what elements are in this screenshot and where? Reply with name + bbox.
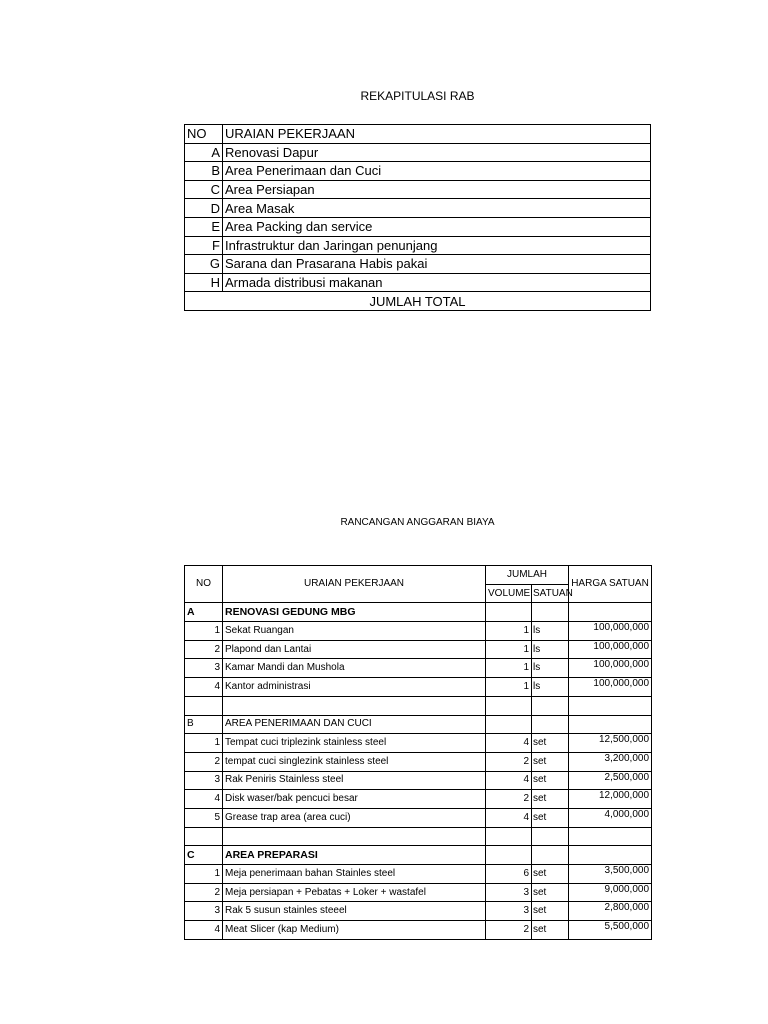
rekap-no: D — [185, 199, 223, 218]
empty-cell — [486, 827, 532, 846]
section-code: A — [185, 603, 223, 622]
rab-header-uraian: URAIAN PEKERJAAN — [223, 566, 486, 603]
item-volume: 2 — [486, 752, 532, 771]
empty-cell — [569, 846, 652, 865]
item-volume: 4 — [486, 734, 532, 753]
item-harga: 100,000,000 — [569, 622, 652, 641]
empty-row — [185, 827, 652, 846]
empty-cell — [532, 827, 569, 846]
item-harga: 12,000,000 — [569, 790, 652, 809]
section-name: RENOVASI GEDUNG MBG — [223, 603, 486, 622]
item-volume: 1 — [486, 640, 532, 659]
item-volume: 1 — [486, 659, 532, 678]
item-uraian: Sekat Ruangan — [223, 622, 486, 641]
table-row — [185, 734, 652, 753]
item-uraian: Grease trap area (area cuci) — [223, 808, 486, 827]
item-no: 2 — [185, 883, 223, 902]
section-row — [185, 715, 652, 734]
table-row — [185, 752, 652, 771]
section-row — [185, 846, 652, 865]
rekap-uraian: Area Persiapan — [223, 180, 651, 199]
item-satuan: set — [532, 752, 569, 771]
table-row — [185, 255, 651, 274]
table-row — [185, 180, 651, 199]
table-row — [185, 143, 651, 162]
item-harga: 100,000,000 — [569, 678, 652, 697]
empty-cell — [486, 603, 532, 622]
table-row — [185, 640, 652, 659]
empty-cell — [569, 715, 652, 734]
empty-cell — [486, 846, 532, 865]
item-uraian: Disk waser/bak pencuci besar — [223, 790, 486, 809]
table-row — [185, 162, 651, 181]
section-code: B — [185, 715, 223, 734]
item-no: 2 — [185, 640, 223, 659]
rekap-no: C — [185, 180, 223, 199]
table-row — [185, 273, 651, 292]
rab-table — [184, 565, 652, 940]
rekap-uraian: Sarana dan Prasarana Habis pakai — [223, 255, 651, 274]
rekap-no: G — [185, 255, 223, 274]
empty-cell — [486, 696, 532, 715]
item-satuan: ls — [532, 678, 569, 697]
item-satuan: set — [532, 902, 569, 921]
item-volume: 1 — [486, 678, 532, 697]
table-row — [185, 921, 652, 940]
item-volume: 4 — [486, 808, 532, 827]
item-satuan: set — [532, 808, 569, 827]
empty-cell — [223, 827, 486, 846]
rekap-header-uraian: URAIAN PEKERJAAN — [223, 125, 651, 144]
item-harga: 100,000,000 — [569, 640, 652, 659]
item-no: 1 — [185, 622, 223, 641]
rekap-uraian: Armada distribusi makanan — [223, 273, 651, 292]
item-harga: 12,500,000 — [569, 734, 652, 753]
item-satuan: ls — [532, 659, 569, 678]
item-no: 3 — [185, 659, 223, 678]
item-uraian: Rak Peniris Stainless steel — [223, 771, 486, 790]
item-no: 4 — [185, 921, 223, 940]
rab-header-volume: VOLUME — [486, 584, 532, 603]
empty-cell — [532, 846, 569, 865]
item-harga: 2,800,000 — [569, 902, 652, 921]
item-harga: 3,200,000 — [569, 752, 652, 771]
empty-cell — [532, 603, 569, 622]
item-harga: 3,500,000 — [569, 865, 652, 884]
item-satuan: set — [532, 921, 569, 940]
rekap-table — [184, 124, 651, 311]
item-volume: 3 — [486, 902, 532, 921]
item-harga: 5,500,000 — [569, 921, 652, 940]
section-name: AREA PREPARASI — [223, 846, 486, 865]
rab-header-satuan: SATUAN — [532, 584, 569, 603]
rekap-no: E — [185, 217, 223, 236]
item-uraian: Kamar Mandi dan Mushola — [223, 659, 486, 678]
item-volume: 6 — [486, 865, 532, 884]
empty-cell — [185, 827, 223, 846]
item-satuan: set — [532, 771, 569, 790]
item-no: 5 — [185, 808, 223, 827]
item-satuan: set — [532, 865, 569, 884]
item-volume: 3 — [486, 883, 532, 902]
rekap-uraian: Infrastruktur dan Jaringan penunjang — [223, 236, 651, 255]
rekap-no: B — [185, 162, 223, 181]
item-satuan: ls — [532, 640, 569, 659]
item-volume: 2 — [486, 921, 532, 940]
rekap-uraian: Renovasi Dapur — [223, 143, 651, 162]
rekap-header-row — [185, 125, 651, 144]
item-uraian: Meja penerimaan bahan Stainles steel — [223, 865, 486, 884]
table-row — [185, 678, 652, 697]
table-row — [185, 236, 651, 255]
rekap-uraian: Area Masak — [223, 199, 651, 218]
table-row — [185, 659, 652, 678]
rekap-no: F — [185, 236, 223, 255]
item-no: 3 — [185, 771, 223, 790]
empty-cell — [532, 696, 569, 715]
rekap-title: REKAPITULASI RAB — [360, 89, 475, 103]
item-volume: 1 — [486, 622, 532, 641]
rekap-total-label: JUMLAH TOTAL — [185, 292, 651, 311]
empty-cell — [185, 696, 223, 715]
table-row — [185, 217, 651, 236]
section-name: AREA PENERIMAAN DAN CUCI — [223, 715, 486, 734]
item-harga: 2,500,000 — [569, 771, 652, 790]
item-uraian: Tempat cuci triplezink stainless steel — [223, 734, 486, 753]
table-row — [185, 199, 651, 218]
item-no: 1 — [185, 865, 223, 884]
item-satuan: ls — [532, 622, 569, 641]
section-code: C — [185, 846, 223, 865]
rab-header-no: NO — [185, 566, 223, 603]
rab-header-row — [185, 566, 652, 585]
empty-row — [185, 696, 652, 715]
item-uraian: Plapond dan Lantai — [223, 640, 486, 659]
item-satuan: set — [532, 734, 569, 753]
item-volume: 2 — [486, 790, 532, 809]
item-harga: 4,000,000 — [569, 808, 652, 827]
rekap-no: A — [185, 143, 223, 162]
item-no: 4 — [185, 678, 223, 697]
item-harga: 100,000,000 — [569, 659, 652, 678]
empty-cell — [532, 715, 569, 734]
empty-cell — [569, 696, 652, 715]
item-uraian: Rak 5 susun stainles steeel — [223, 902, 486, 921]
table-row — [185, 808, 652, 827]
rekap-uraian: Area Packing dan service — [223, 217, 651, 236]
item-uraian: tempat cuci singlezink stainless steel — [223, 752, 486, 771]
item-no: 1 — [185, 734, 223, 753]
table-row — [185, 883, 652, 902]
table-row — [185, 865, 652, 884]
item-no: 3 — [185, 902, 223, 921]
rekap-no: H — [185, 273, 223, 292]
item-uraian: Kantor administrasi — [223, 678, 486, 697]
empty-cell — [569, 827, 652, 846]
empty-cell — [223, 696, 486, 715]
item-volume: 4 — [486, 771, 532, 790]
item-no: 4 — [185, 790, 223, 809]
rekap-total-row — [185, 292, 651, 311]
rekap-header-no: NO — [185, 125, 223, 144]
table-row — [185, 771, 652, 790]
table-row — [185, 622, 652, 641]
empty-cell — [486, 715, 532, 734]
empty-cell — [569, 603, 652, 622]
item-satuan: set — [532, 883, 569, 902]
item-harga: 9,000,000 — [569, 883, 652, 902]
table-row — [185, 902, 652, 921]
section-row — [185, 603, 652, 622]
rab-header-jumlah: JUMLAH — [486, 566, 569, 585]
rab-title: RANCANGAN ANGGARAN BIAYA — [340, 517, 495, 528]
rekap-uraian: Area Penerimaan dan Cuci — [223, 162, 651, 181]
item-satuan: set — [532, 790, 569, 809]
table-row — [185, 790, 652, 809]
item-no: 2 — [185, 752, 223, 771]
rab-header-harga: HARGA SATUAN — [569, 566, 652, 603]
item-uraian: Meat Slicer (kap Medium) — [223, 921, 486, 940]
item-uraian: Meja persiapan + Pebatas + Loker + wastafel — [223, 883, 486, 902]
